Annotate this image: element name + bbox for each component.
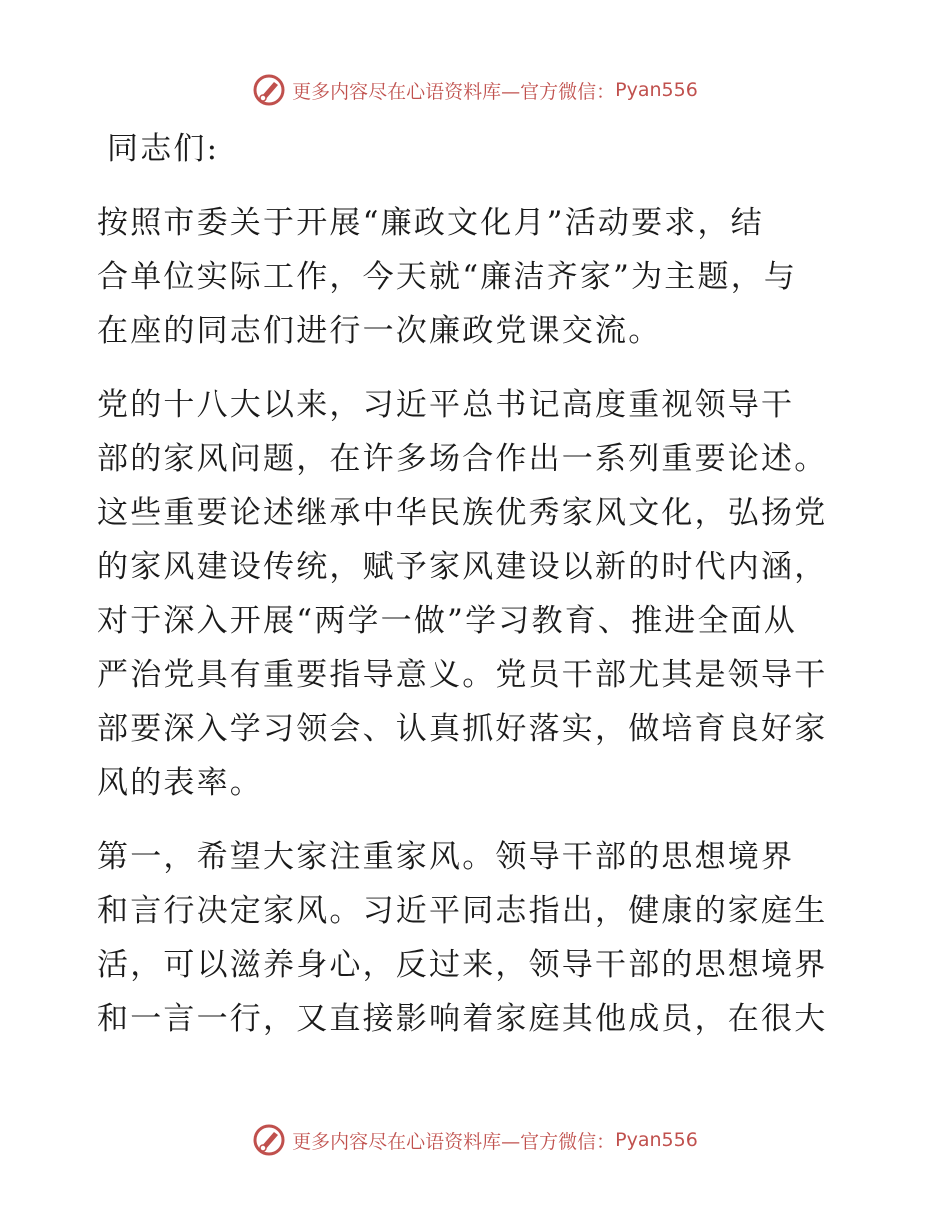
body-paragraph <box>97 830 853 1046</box>
paragraph-line: 风的表率。 <box>97 765 263 801</box>
paragraph-line: 合单位实际工作，今天就“廉洁齐家”为主题，与 <box>97 259 798 295</box>
watermark-text: 更多内容尽在心语资料库—官方微信： <box>292 1130 616 1153</box>
paragraph-line: 严治党具有重要指导意义。党员干部尤其是领导干 <box>97 657 828 693</box>
watermark-text: 更多内容尽在心语资料库—官方微信： <box>292 80 616 103</box>
paragraph-line: 在座的同志们进行一次廉政党课交流。 <box>97 313 662 349</box>
paragraph-line: 和一言一行，又直接影响着家庭其他成员，在很大 <box>97 1001 828 1037</box>
paragraph-line: 部的家风问题，在许多场合作出一系列重要论述。 <box>97 441 828 477</box>
watermark-handle: Pyan556 <box>615 79 698 101</box>
paragraph-line: 第一，希望大家注重家风。领导干部的思想境界 <box>97 839 795 875</box>
watermark-handle: Pyan556 <box>615 1129 698 1151</box>
paragraph-list <box>97 196 853 1046</box>
footer-watermark <box>0 1120 950 1160</box>
paragraph-line: 和言行决定家风。习近平同志指出，健康的家庭生 <box>97 893 828 929</box>
paragraph-line: 的家风建设传统，赋予家风建设以新的时代内涵， <box>97 549 828 585</box>
paragraph-line: 活，可以滋养身心，反过来，领导干部的思想境界 <box>97 947 828 983</box>
header-watermark <box>0 70 950 110</box>
paragraph-line: 党的十八大以来，习近平总书记高度重视领导干 <box>97 387 795 423</box>
salutation: 同志们: <box>107 131 220 167</box>
body-paragraph <box>97 378 853 810</box>
body-paragraph <box>97 196 853 358</box>
paragraph-line: 按照市委关于开展“廉政文化月”活动要求，结 <box>97 205 764 241</box>
paragraph-line: 这些重要论述继承中华民族优秀家风文化，弘扬党 <box>97 495 828 531</box>
quill-logo-icon <box>252 73 286 107</box>
quill-logo-icon <box>252 1123 286 1157</box>
paragraph-line: 对于深入开展“两学一做”学习教育、推进全面从 <box>97 603 798 639</box>
paragraph-line: 部要深入学习领会、认真抓好落实，做培育良好家 <box>97 711 828 747</box>
document-body <box>97 122 853 1066</box>
